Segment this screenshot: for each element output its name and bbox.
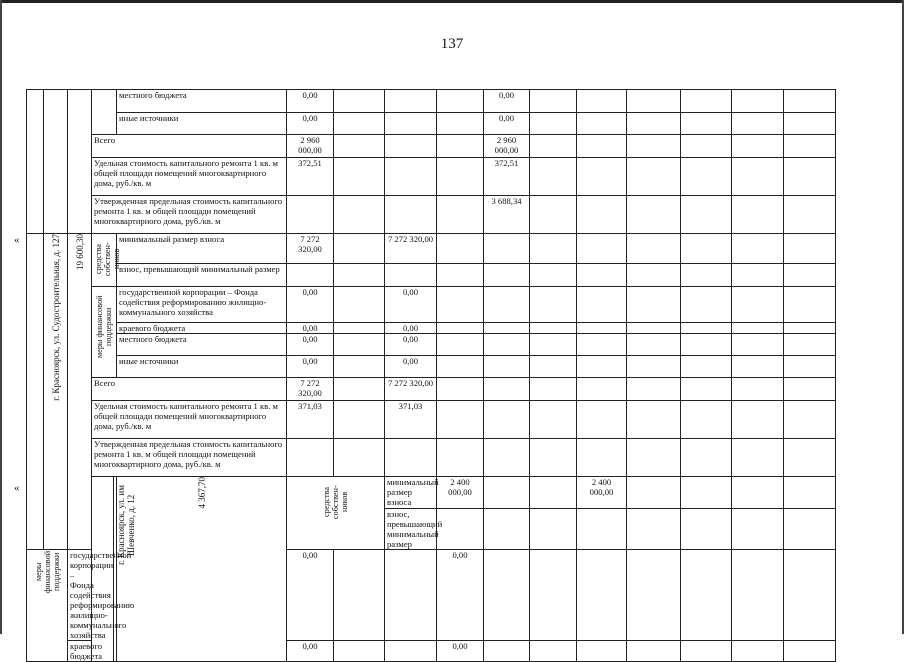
table-row (27, 196, 836, 234)
area-text: 19 600,30 (74, 234, 85, 270)
value-cell: 2 400 000,00 (437, 477, 484, 509)
area-cell (117, 477, 287, 662)
support-measures-cell (27, 550, 68, 662)
row-label: Утвержденная предельная стоимость капитального ремонта 1 кв. м общей площади помещений многоквартирного дома, руб./кв. м (92, 439, 287, 477)
value-cell: 372,51 (484, 158, 530, 196)
row-label: иные источники (117, 113, 287, 135)
row-label: местного бюджета (117, 90, 287, 113)
value-cell: 0,00 (287, 356, 334, 378)
blank-cell (92, 90, 117, 135)
table-row (27, 401, 836, 439)
owners-funds-text: средства собствен-ников (322, 485, 349, 519)
address-text: г. Красноярск, ул. им Шевченко, д. 12 (116, 485, 136, 565)
value-cell: 7 272 320,00 (287, 378, 334, 401)
table-row (27, 234, 836, 264)
row-label: Удельная стоимость капитального ремонта 1 кв. м общей площади помещений многоквартирного дома, руб./кв. м (92, 401, 287, 439)
row-label: Всего (92, 135, 287, 158)
value-cell: 0,00 (385, 356, 437, 378)
blank-cell (68, 90, 92, 234)
value-cell: 371,03 (287, 401, 334, 439)
quote-mark-b: « (14, 234, 20, 246)
row-label: минимальный размер взноса (385, 477, 437, 509)
value-cell: 0,00 (287, 641, 334, 662)
row-label: взнос, превышающий минимальный размер (117, 264, 287, 287)
value-cell: 371,03 (385, 401, 437, 439)
row-label: Утвержденная предельная стоимость капитального ремонта 1 кв. м общей площади помещений многоквартирного дома, руб./кв. м (92, 196, 287, 234)
page-border-top (0, 0, 904, 3)
row-label: Удельная стоимость капитального ремонта 1 кв. м общей площади помещений многоквартирного дома, руб./кв. м (92, 158, 287, 196)
value-cell: 0,00 (287, 287, 334, 323)
value-cell: 0,00 (484, 113, 530, 135)
value-cell: 2 960 000,00 (484, 135, 530, 158)
quote-mark-c: « (14, 482, 20, 494)
value-cell: 0,00 (287, 550, 334, 641)
row-label: государственной корпорации – Фонда содействия реформированию жилищно-коммунального хозяйства (117, 287, 287, 323)
value-cell: 7 272 320,00 (385, 234, 437, 264)
value-cell: 7 272 320,00 (287, 234, 334, 264)
table-row (27, 90, 836, 113)
value-cell: 2 960 000,00 (287, 135, 334, 158)
value-cell: 372,51 (287, 158, 334, 196)
table-row (27, 264, 836, 287)
value-cell: 0,00 (287, 113, 334, 135)
value-cell: 0,00 (385, 334, 437, 356)
value-cell: 0,00 (437, 641, 484, 662)
table-row (27, 287, 836, 323)
value-cell: 3 688,34 (484, 196, 530, 234)
row-label: государственной корпорации – Фонда содействия реформированию жилищно-коммунального хозяйства (68, 550, 92, 641)
owners-funds-cell (92, 234, 121, 287)
value-cell: 0,00 (437, 550, 484, 641)
row-label: краевого бюджета (68, 641, 92, 662)
row-label: Всего (92, 378, 287, 401)
area-text: 4 367,70 (196, 477, 207, 509)
support-measures-cell (92, 287, 117, 378)
row-label: краевого бюджета (117, 323, 287, 334)
row-label: местного бюджета (117, 334, 287, 356)
table-row (27, 477, 836, 509)
support-measures-text: меры финансовой поддержки (95, 295, 113, 359)
address-cell (44, 234, 68, 550)
owners-funds-text: средства собствен-ников (94, 242, 121, 276)
blank-cell (44, 90, 68, 234)
row-label: взнос, превышающий минимальный размер (385, 509, 437, 550)
row-label: минимальный размер взноса (117, 234, 287, 264)
value-cell: 0,00 (287, 90, 334, 113)
value-cell: 0,00 (287, 323, 334, 334)
area-cell (68, 234, 92, 550)
table-row (27, 113, 836, 135)
address-text: г. Красноярск, ул. Судостроительная, д. 127 (50, 234, 61, 401)
support-measures-text: меры финансовой поддержки (33, 550, 61, 594)
value-cell: 0,00 (385, 323, 437, 334)
table-row (27, 356, 836, 378)
row-label: иные источники (117, 356, 287, 378)
table-row (27, 439, 836, 477)
value-cell: 7 272 320,00 (385, 378, 437, 401)
page-number: 137 (440, 36, 464, 52)
owners-funds-cell (287, 477, 385, 550)
blank-cell (27, 90, 44, 234)
table-row (27, 158, 836, 196)
value-cell: 0,00 (385, 287, 437, 323)
table-row (27, 323, 836, 334)
table-row (27, 378, 836, 401)
value-cell: 0,00 (287, 334, 334, 356)
value-cell: 2 400 000,00 (577, 477, 627, 509)
value-cell: 0,00 (484, 90, 530, 113)
budget-table (26, 89, 836, 662)
page-border-left (0, 0, 2, 634)
blank-cell (27, 234, 44, 550)
table-row (27, 334, 836, 356)
table-row (27, 135, 836, 158)
